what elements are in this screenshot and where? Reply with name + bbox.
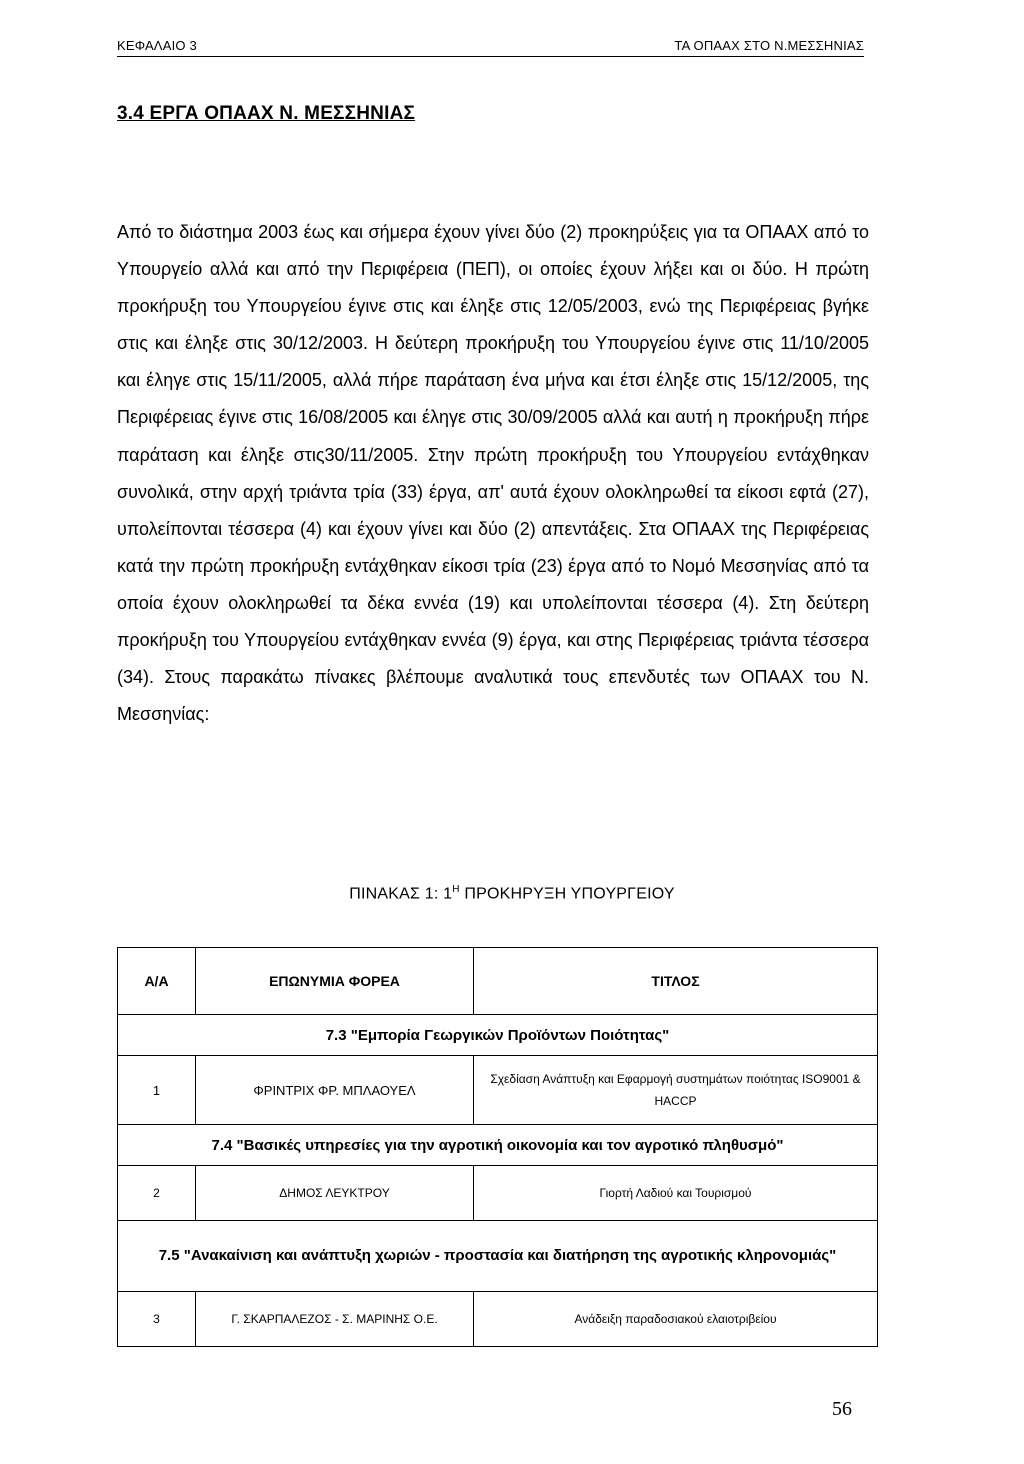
group-row <box>118 1015 878 1056</box>
cell-titlos: Ανάδειξη παραδοσιακού ελαιοτριβείου <box>474 1292 878 1347</box>
header-foreas: ΕΠΩΝΥΜΙΑ ΦΟΡΕΑ <box>196 948 474 1015</box>
cell-foreas: ΔΗΜΟΣ ΛΕΥΚΤΡΟΥ <box>196 1166 474 1221</box>
table-row <box>118 1056 878 1125</box>
group-row <box>118 1221 878 1292</box>
group-row <box>118 1125 878 1166</box>
cell-aa: 1 <box>118 1056 196 1125</box>
table-caption <box>0 884 1024 903</box>
table-row <box>118 1166 878 1221</box>
table-row <box>118 1292 878 1347</box>
group-label: 7.5 "Ανακαίνιση και ανάπτυξη χωριών - προστασία και διατήρηση της αγροτικής κληρονομιάς" <box>118 1221 878 1292</box>
group-label: 7.3 "Εμπορία Γεωργικών Προϊόντων Ποιότητας" <box>118 1015 878 1056</box>
cell-aa: 3 <box>118 1292 196 1347</box>
running-header <box>117 38 864 57</box>
page-number: 56 <box>832 1398 852 1420</box>
header-titlos: ΤΙΤΛΟΣ <box>474 948 878 1015</box>
header-aa: Α/Α <box>118 948 196 1015</box>
header-topic: ΤΑ ΟΠΑΑΧ ΣΤΟ Ν.ΜΕΣΣΗΝΙΑΣ <box>674 38 864 53</box>
header-chapter: ΚΕΦΑΛΑΙΟ 3 <box>117 38 197 53</box>
table-header-row <box>118 948 878 1015</box>
table-caption-suffix: ΠΡΟΚΗΡΥΞΗ ΥΠΟΥΡΓΕΙΟΥ <box>459 885 675 903</box>
section-title: 3.4 ΕΡΓΑ ΟΠΑΑΧ Ν. ΜΕΣΣΗΝΙΑΣ <box>117 103 416 124</box>
cell-titlos: Γιορτή Λαδιού και Τουρισμού <box>474 1166 878 1221</box>
cell-titlos: Σχεδίαση Ανάπτυξη και Εφαρμογή συστημάτων ποιότητας ISO9001 & HACCP <box>474 1056 878 1125</box>
table-caption-prefix: ΠΙΝΑΚΑΣ 1: 1 <box>349 885 453 903</box>
body-paragraph: Από το διάστημα 2003 έως και σήμερα έχουν γίνει δύο (2) προκηρύξεις για τα ΟΠΑΑΧ από το Υπουργείο αλλά και από την Περιφέρεια (ΠΕΠ), οι οποίες έχουν λήξει και οι δύο. Η πρώτη προκήρυξη του Υπουργείου έγινε στις και έληξε στις 12/05/2003, ενώ της Περιφέρειας βγήκε στις και έληξε στις 30/12/2003. Η δεύτερη προκήρυξη του Υπουργείου έγινε στις 11/10/2005 και έληγε στις 15/11/2005, αλλά πήρε παράταση ένα μήνα και έτσι έληξε στις 15/12/2005, της Περιφέρειας έγινε στις 16/08/2005 και έληγε στις 30/09/2005 αλλά και αυτή η προκήρυξη πήρε παράταση και έληξε στις30/11/2005. Στην πρώτη προκήρυξη του Υπουργείου εντάχθηκαν συνολικά, στην αρχή τριάντα τρία (33) έργα, απ' αυτά έχουν ολοκληρωθεί τα είκοσι εφτά (27), υπολείπονται τέσσερα (4) και έχουν γίνει και δύο (2) απεντάξεις. Στα ΟΠΑΑΧ της Περιφέρειας κατά την πρώτη προκήρυξη εντάχθηκαν είκοσι τρία (23) έργα από το Νομό Μεσσηνίας από τα οποία έχουν ολοκληρωθεί τα δέκα εννέα (19) και υπολείπονται τέσσερα (4). Στη δεύτερη προκήρυξη του Υπουργείου εντάχθηκαν εννέα (9) έργα, και στης Περιφέρειας τριάντα τέσσερα (34). Στους παρακάτω πίνακες βλέπουμε αναλυτικά τους επενδυτές των ΟΠΑΑΧ του Ν. Μεσσηνίας: <box>117 222 869 725</box>
works-table <box>117 947 878 1347</box>
group-label: 7.4 "Βασικές υπηρεσίες για την αγροτική οικονομία και τον αγροτικό πληθυσμό" <box>118 1125 878 1166</box>
cell-foreas: Γ. ΣΚΑΡΠΑΛΕΖΟΣ - Σ. ΜΑΡΙΝΗΣ Ο.Ε. <box>196 1292 474 1347</box>
cell-foreas: ΦΡΙΝΤΡΙΧ ΦΡ. ΜΠΛΑΟΥΕΛ <box>196 1056 474 1125</box>
cell-aa: 2 <box>118 1166 196 1221</box>
table-caption-sup: Η <box>452 884 460 895</box>
